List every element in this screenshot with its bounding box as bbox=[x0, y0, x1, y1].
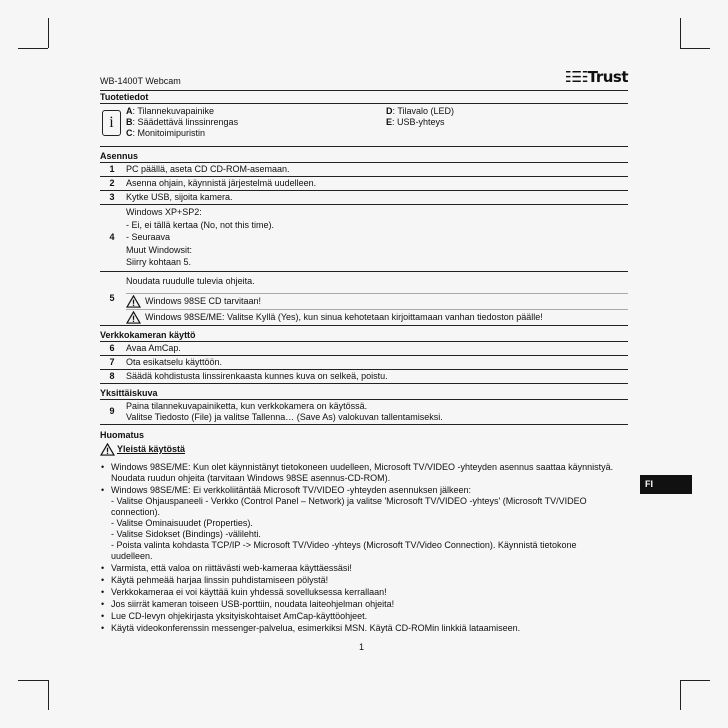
parts-column-left bbox=[126, 106, 238, 139]
list-item: • Käytä pehmeää harjaa linssin puhdistamiseen pölystä! bbox=[100, 575, 620, 586]
install-step: 4 Windows XP+SP2: - Ei, ei tällä kertaa (No, not this time). - Seuraava Muut Windowsit: Siirry kohtaan 5. bbox=[100, 205, 628, 272]
notes-list bbox=[100, 462, 620, 634]
warning-icon bbox=[100, 443, 115, 456]
info-icon: i bbox=[102, 110, 121, 136]
warning-line: Windows 98SE/ME: Valitse Kyllä (Yes), kun sinua kehotetaan kirjoittamaan vanhan tiedoston päälle! bbox=[126, 310, 628, 325]
crop-mark bbox=[680, 48, 710, 49]
section-title-usage: Verkkokameran käyttö bbox=[100, 329, 628, 342]
list-item: • Windows 98SE/ME: Ei verkkoliitäntää Microsoft TV/VIDEO -yhteyden asennuksen jälkeen: - Valitse Ohjauspaneeli - Verkko (Control Panel – Network) ja valitse 'Microsoft TV/VIDEO -yhteys' (Microsoft TV/VIDEO connection). - Valitse Ominaisuudet (Properties). - Valitse Sidokset (Bindings) -välilehti. - Poista valinta kohdasta TCP/IP -> Microsoft TV/Video -yhteys (Microsoft TV/Video Connection). Käynnistä tietokone uudelleen. bbox=[100, 485, 620, 562]
usage-step: 6 Avaa AmCap. bbox=[100, 342, 628, 356]
parts-list bbox=[100, 104, 628, 147]
part-item: B: Säädettävä linssinrengas bbox=[126, 117, 239, 127]
part-item: A: Tilannekuvapainike bbox=[126, 106, 215, 116]
part-item: E: USB-yhteys bbox=[386, 117, 445, 127]
part-item: D: Tilavalo (LED) bbox=[386, 106, 455, 116]
crop-mark bbox=[680, 18, 681, 48]
list-item: • Verkkokameraa ei voi käyttää kuin yhdessä sovelluksessa kerrallaan! bbox=[100, 587, 620, 598]
warning-icon bbox=[126, 295, 141, 308]
list-item: • Jos siirrät kameran toiseen USB-porttiin, noudata laiteohjelman ohjeita! bbox=[100, 599, 620, 610]
trust-logo-mark: ☷☷ bbox=[564, 68, 586, 86]
model-name: WB-1400T Webcam bbox=[100, 76, 181, 86]
crop-mark bbox=[680, 680, 710, 681]
crop-mark bbox=[680, 680, 681, 710]
general-usage-heading: Yleistä käytöstä bbox=[100, 443, 628, 456]
trust-logo-text: Trust bbox=[587, 68, 628, 86]
warning-icon bbox=[126, 311, 141, 324]
section-title-install: Asennus bbox=[100, 150, 628, 163]
snapshot-step: 9 Paina tilannekuvapainiketta, kun verkkokamera on käytössä. Valitse Tiedosto (File) ja valitse Tallenna… (Save As) valokuvan tallentamiseksi. bbox=[100, 400, 628, 425]
crop-mark bbox=[48, 680, 49, 710]
section-title-parts: Tuotetiedot bbox=[100, 91, 628, 104]
install-step: 3 Kytke USB, sijoita kamera. bbox=[100, 191, 628, 205]
section-title-snapshot: Yksittäiskuva bbox=[100, 387, 628, 400]
page-number: 1 bbox=[359, 642, 365, 652]
install-step: 1 PC päällä, aseta CD CD-ROM-asemaan. bbox=[100, 163, 628, 177]
list-item: • Varmista, että valoa on riittävästi web-kameraa käyttäessäsi! bbox=[100, 563, 620, 574]
install-step: 5 Noudata ruudulle tulevia ohjeita. Windows 98SE CD tarvitaan! Windows 98SE/ME: Valitse Kyllä (Yes), kun sinua kehotetaan kirjoittamaan vanhan tiedoston päälle! bbox=[100, 272, 628, 326]
crop-mark bbox=[48, 18, 49, 48]
list-item: • Windows 98SE/ME: Kun olet käynnistänyt tietokoneen uudelleen, Microsoft TV/VIDEO -yhteyden asennus saattaa käynnistyä. Noudata ruudun ohjeita (tarvitaan Windows 98SE asennus-CD-ROM). bbox=[100, 462, 620, 484]
language-tab: FI bbox=[640, 475, 692, 494]
list-item: • Lue CD-levyn ohjekirjasta yksityiskohtaiset AmCap-käyttöohjeet. bbox=[100, 611, 620, 622]
crop-mark bbox=[18, 48, 48, 49]
crop-mark bbox=[18, 680, 48, 681]
warning-line: Windows 98SE CD tarvitaan! bbox=[126, 294, 628, 310]
trust-logo bbox=[564, 68, 628, 86]
parts-column-right bbox=[386, 106, 454, 128]
section-title-notes: Huomatus bbox=[100, 429, 145, 440]
list-item: • Käytä videokonferenssin messenger-palvelua, esimerkiksi MSN. Käytä CD-ROMin linkkiä lataamiseen. bbox=[100, 623, 620, 634]
manual-page bbox=[100, 68, 628, 635]
page-header bbox=[100, 68, 628, 91]
part-item: C: Monitoimipuristin bbox=[126, 128, 206, 138]
usage-step: 7 Ota esikatselu käyttöön. bbox=[100, 356, 628, 370]
usage-step: 8 Säädä kohdistusta linssirenkaasta kunnes kuva on selkeä, poistu. bbox=[100, 370, 628, 384]
install-step: 2 Asenna ohjain, käynnistä järjestelmä uudelleen. bbox=[100, 177, 628, 191]
